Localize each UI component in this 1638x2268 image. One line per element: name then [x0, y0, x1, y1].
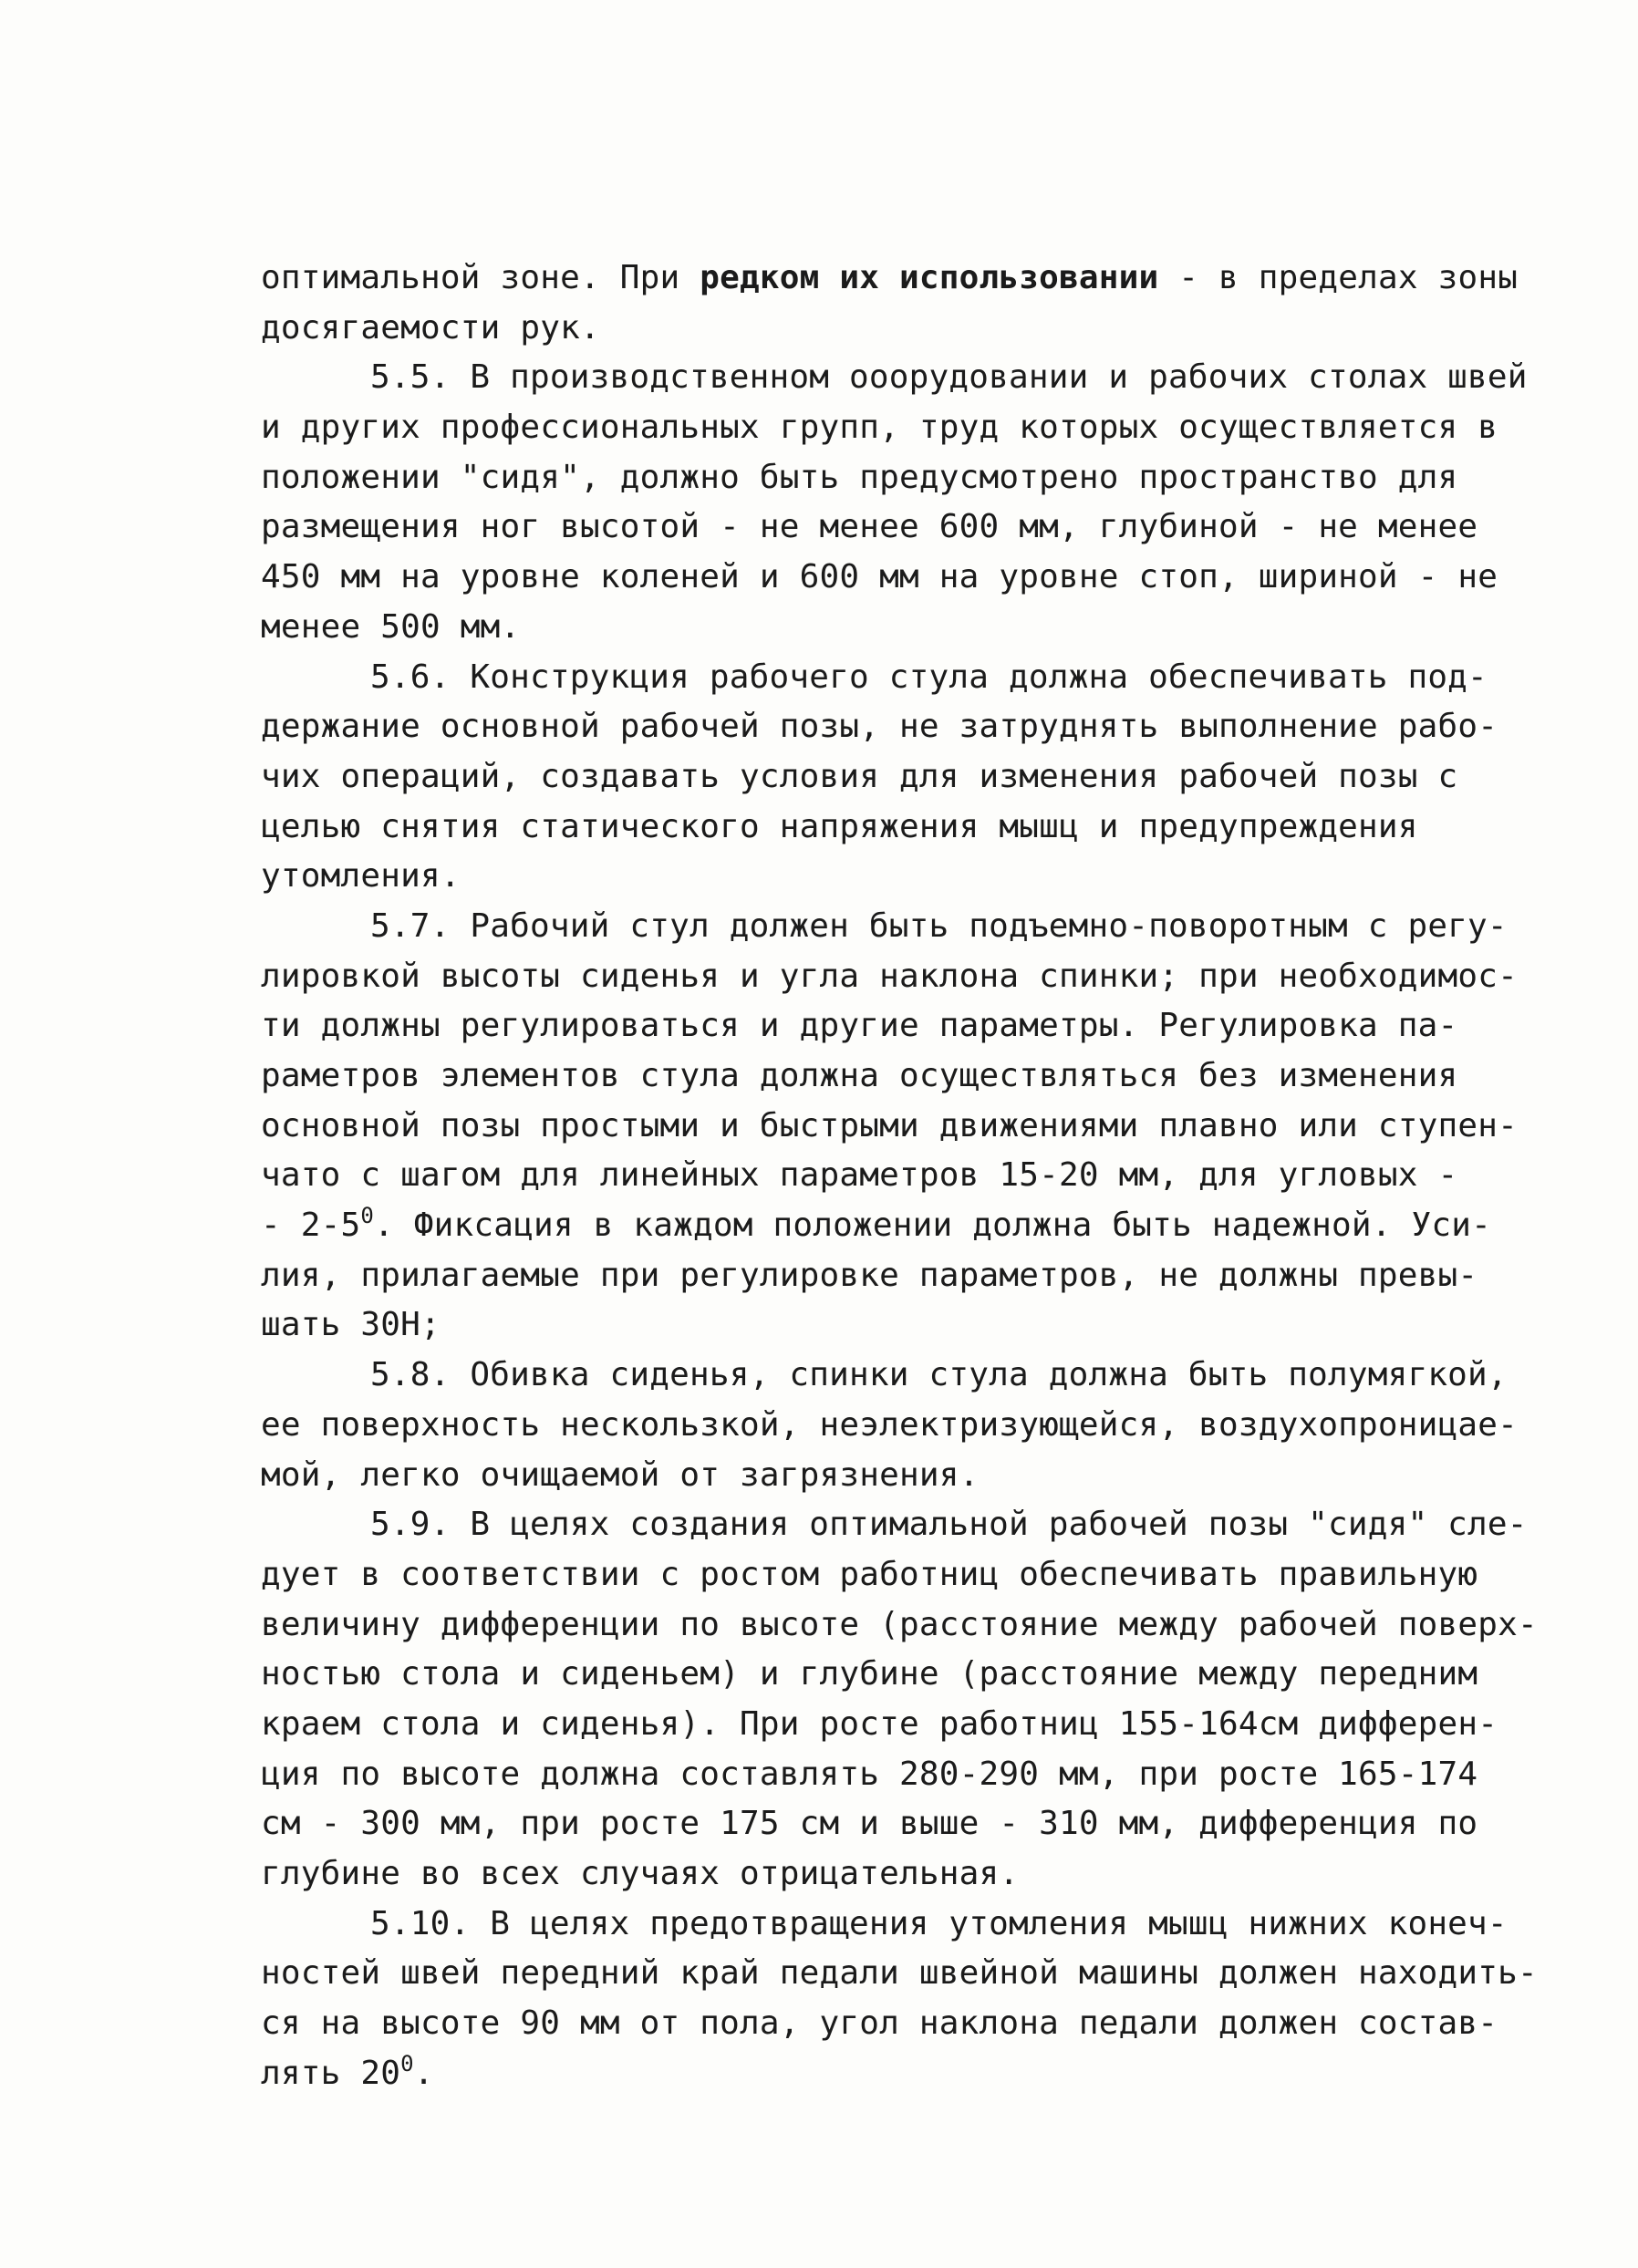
line-text: чих операций, создавать условия для изменения рабочей позы с: [261, 757, 1458, 795]
line-text: ти должны регулироваться и другие параметры. Регулировка па-: [261, 1007, 1458, 1045]
line-text-end: .: [413, 2054, 434, 2092]
text-line: [261, 2049, 1574, 2099]
line-text: основной позы простыми и быстрыми движениями плавно или ступен-: [261, 1106, 1519, 1144]
line-text-end: . Фиксация в каждом положении должна быть надежной. Уси-: [374, 1206, 1491, 1245]
degree-superscript: 0: [360, 1203, 375, 1229]
line-text: досягаемости рук.: [261, 308, 600, 347]
text-line: [261, 502, 1574, 553]
text-line: [261, 852, 1574, 902]
line-text: 5.6. Конструкция рабочего стула должна обеспечивать под-: [370, 658, 1488, 696]
text-line: [261, 1300, 1574, 1351]
line-text: 5.7. Рабочий стул должен быть подъемно-поворотным с регу-: [370, 906, 1508, 945]
line-text: утомления.: [261, 857, 461, 896]
text-line: [261, 353, 1574, 403]
text-line: [261, 702, 1574, 752]
line-text: лировкой высоты сиденья и угла наклона спинки; при необходимос-: [261, 957, 1519, 995]
line-text: раметров элементов стула должна осуществляться без изменения: [261, 1057, 1458, 1094]
text-line: [261, 1750, 1574, 1800]
line-text: мой, легко очищаемой от загрязнения.: [261, 1455, 980, 1494]
text-line: [261, 453, 1574, 503]
text-line: [261, 304, 1574, 354]
line-text: менее 500 мм.: [261, 607, 521, 646]
text-line: [261, 1401, 1574, 1451]
line-text: лия, прилагаемые при регулировке параметров, не должны превы-: [261, 1256, 1478, 1294]
text-line: [261, 902, 1574, 952]
line-text: 5.9. В целях создания оптимальной рабочей позы "сидя" сле-: [370, 1506, 1528, 1544]
text-line: [261, 1001, 1574, 1051]
text-line: [261, 403, 1574, 453]
text-line: [261, 1102, 1574, 1152]
text-line: [261, 1849, 1574, 1900]
line-text: ция по высоте должна составлять 280-290 мм, при росте 165-174: [261, 1755, 1478, 1793]
line-text: размещения ног высотой - не менее 600 мм, глубиной - не менее: [261, 508, 1478, 546]
document-body: [261, 254, 1574, 2098]
line-text: 5.5. В производственном ооорудовании и рабочих столах швей: [370, 358, 1528, 397]
text-line: [261, 1700, 1574, 1750]
line-text: шать 30Н;: [261, 1306, 441, 1344]
text-line: [261, 803, 1574, 853]
line-text: глубине во всех случаях отрицательная.: [261, 1855, 1020, 1892]
text-line: [261, 603, 1574, 653]
text-line: [261, 1251, 1574, 1301]
line-text-end: - в пределах зоны: [1158, 259, 1519, 296]
line-text: чато с шагом для линейных параметров 15-20 мм, для угловых -: [261, 1156, 1458, 1195]
line-text: дует в соответствии с ростом работниц обеспечивать правильную: [261, 1555, 1478, 1593]
line-text: краем стола и сиденья). При росте работниц 155-164см дифферен-: [261, 1704, 1498, 1743]
text-line: [261, 653, 1574, 703]
line-text: ностей швей передний край педали швейной машины должен находить-: [261, 1954, 1538, 1993]
line-text: держание основной рабочей позы, не затруднять выполнение рабо-: [261, 708, 1498, 746]
line-text: положении "сидя", должно быть предусмотрено пространство для: [261, 458, 1458, 496]
text-line: [261, 1949, 1574, 1999]
text-line: [261, 1500, 1574, 1550]
text-line: [261, 1650, 1574, 1700]
text-line: [261, 1900, 1574, 1950]
line-text-start: лять 20: [261, 2054, 401, 2092]
text-line: [261, 1451, 1574, 1501]
line-text: ностью стола и сиденьем) и глубине (расстояние между передним: [261, 1655, 1478, 1693]
text-line: [261, 752, 1574, 803]
text-line: [261, 1201, 1574, 1251]
line-text: 5.8. Обивка сиденья, спинки стула должна быть полумягкой,: [370, 1356, 1508, 1394]
line-text-start: оптимальной зоне. При: [261, 259, 700, 296]
text-line: [261, 1351, 1574, 1401]
text-line: [261, 1151, 1574, 1201]
text-line: [261, 1999, 1574, 2049]
line-text: ее поверхность нескользкой, неэлектризующейся, воздухопроницае-: [261, 1405, 1519, 1444]
line-text: ся на высоте 90 мм от пола, угол наклона педали должен состав-: [261, 2004, 1498, 2043]
text-line: [261, 1051, 1574, 1102]
text-line: [261, 254, 1574, 304]
line-text: целью снятия статического напряжения мышц и предупреждения: [261, 807, 1418, 845]
text-line: [261, 1600, 1574, 1651]
bold-text: редком их использовании: [700, 259, 1159, 296]
text-line: [261, 952, 1574, 1002]
text-line: [261, 553, 1574, 603]
line-text-start: - 2-5: [261, 1206, 361, 1245]
text-line: [261, 1799, 1574, 1849]
text-line: [261, 1550, 1574, 1600]
line-text: величину дифференции по высоте (расстояние между рабочей поверх-: [261, 1605, 1538, 1643]
degree-superscript: 0: [400, 2050, 414, 2076]
line-text: и других профессиональных групп, труд которых осуществляется в: [261, 409, 1498, 447]
line-text: 450 мм на уровне коленей и 600 мм на уровне стоп, шириной - не: [261, 558, 1498, 596]
line-text: см - 300 мм, при росте 175 см и выше - 310 мм, дифференция по: [261, 1805, 1478, 1843]
line-text: 5.10. В целях предотвращения утомления мышц нижних конеч-: [370, 1904, 1508, 1942]
